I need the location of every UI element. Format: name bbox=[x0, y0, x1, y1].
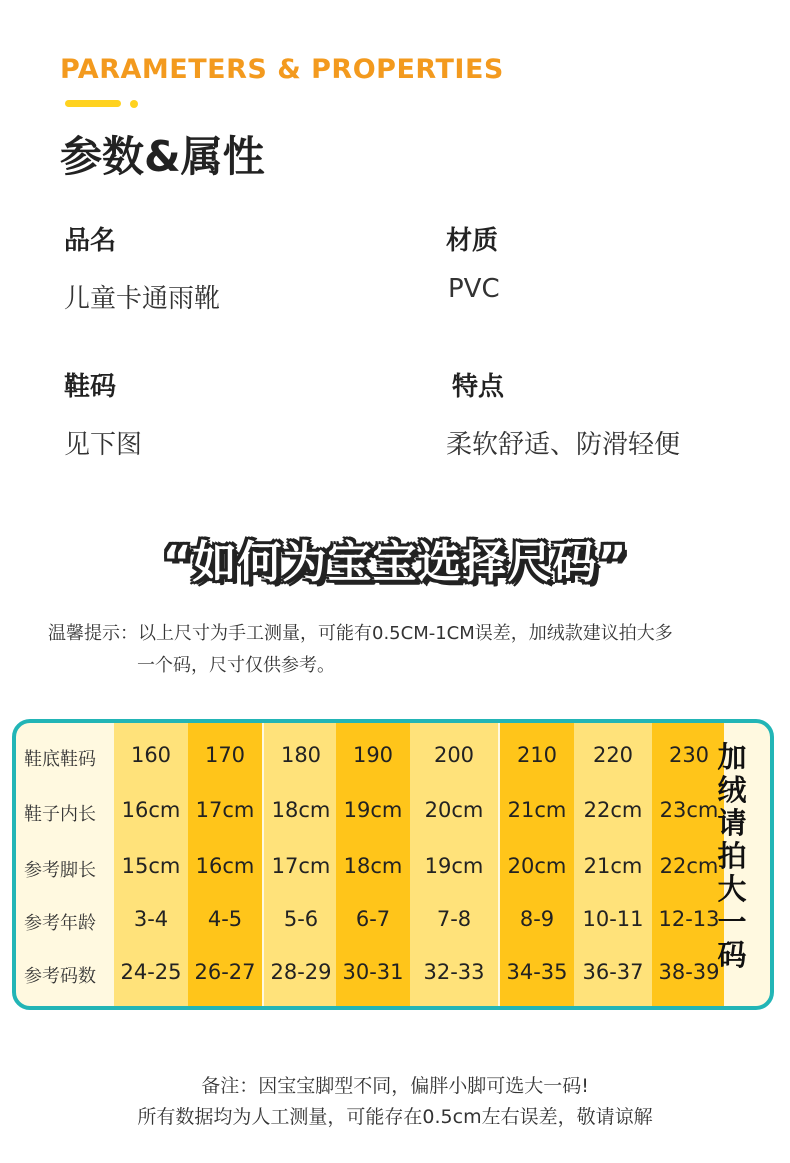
fleece-size-up-note: 加绒请拍大一码 bbox=[717, 740, 747, 972]
material-label: 材质 bbox=[446, 226, 499, 256]
table-cell: 18cm bbox=[343, 854, 403, 878]
table-cell: 180 bbox=[280, 743, 322, 767]
footer-note-line-2: 所有数据均为人工测量，可能存在0.5cm左右误差，敬请谅解 bbox=[137, 1106, 653, 1128]
table-cell: 170 bbox=[204, 743, 246, 767]
table-cell: 19cm bbox=[343, 798, 403, 822]
title-underline-bar bbox=[65, 100, 121, 107]
table-row-label: 鞋底鞋码 bbox=[24, 749, 96, 770]
table-cell: 22cm bbox=[583, 798, 643, 822]
table-row-label: 参考脚长 bbox=[24, 860, 96, 881]
table-cell: 19cm bbox=[424, 854, 484, 878]
table-cell: 24-25 bbox=[120, 960, 182, 984]
table-cell: 20cm bbox=[424, 798, 484, 822]
table-cell: 10-11 bbox=[582, 907, 644, 931]
table-cell: 7-8 bbox=[436, 907, 472, 931]
feature-label: 特点 bbox=[452, 372, 505, 402]
chinese-section-title: 参数&属性 bbox=[60, 132, 265, 181]
tip-line-1: 温馨提示：以上尺寸为手工测量，可能有0.5CM-1CM误差，加绒款建议拍大多 bbox=[48, 623, 673, 644]
tip-line-2: 一个码，尺寸仅供参考。 bbox=[137, 655, 335, 676]
title-underline-dot bbox=[130, 100, 138, 108]
table-cell: 28-29 bbox=[270, 960, 332, 984]
table-cell: 18cm bbox=[271, 798, 331, 822]
table-cell: 26-27 bbox=[194, 960, 256, 984]
shoe-size-value: 见下图 bbox=[64, 430, 143, 460]
table-cell: 8-9 bbox=[519, 907, 555, 931]
table-row-label: 参考年龄 bbox=[24, 913, 96, 934]
table-cell: 12-13 bbox=[658, 907, 720, 931]
table-cell: 32-33 bbox=[423, 960, 485, 984]
footer-note-line-1: 备注：因宝宝脚型不同，偏胖小脚可选大一码! bbox=[201, 1075, 589, 1097]
table-cell: 20cm bbox=[507, 854, 567, 878]
feature-value: 柔软舒适、防滑轻便 bbox=[446, 430, 681, 460]
table-cell: 23cm bbox=[659, 798, 719, 822]
size-table bbox=[12, 719, 774, 1010]
size-guide-heading: “如何为宝宝选择尺码” bbox=[162, 537, 628, 588]
table-cell: 36-37 bbox=[582, 960, 644, 984]
table-cell: 21cm bbox=[507, 798, 567, 822]
table-cell: 15cm bbox=[121, 854, 181, 878]
table-cell: 34-35 bbox=[506, 960, 568, 984]
product-name-value: 儿童卡通雨靴 bbox=[64, 284, 221, 314]
table-cell: 230 bbox=[668, 743, 710, 767]
table-cell: 210 bbox=[516, 743, 558, 767]
product-name-label: 品名 bbox=[64, 226, 117, 256]
table-cell: 16cm bbox=[121, 798, 181, 822]
table-cell: 22cm bbox=[659, 854, 719, 878]
material-value: PVC bbox=[448, 274, 500, 304]
table-cell: 17cm bbox=[195, 798, 255, 822]
table-row-label: 参考码数 bbox=[24, 966, 96, 987]
table-cell: 30-31 bbox=[342, 960, 404, 984]
table-cell: 220 bbox=[592, 743, 634, 767]
table-cell: 6-7 bbox=[355, 907, 391, 931]
table-cell: 160 bbox=[130, 743, 172, 767]
table-cell: 3-4 bbox=[133, 907, 169, 931]
table-cell: 16cm bbox=[195, 854, 255, 878]
table-cell: 38-39 bbox=[658, 960, 720, 984]
table-cell: 17cm bbox=[271, 854, 331, 878]
table-cell: 21cm bbox=[583, 854, 643, 878]
table-cell: 4-5 bbox=[207, 907, 243, 931]
table-cell: 190 bbox=[352, 743, 394, 767]
table-cell: 5-6 bbox=[283, 907, 319, 931]
table-cell: 200 bbox=[433, 743, 475, 767]
shoe-size-label: 鞋码 bbox=[64, 372, 117, 402]
english-section-title: PARAMETERS & PROPERTIES bbox=[60, 54, 504, 85]
table-row-label: 鞋子内长 bbox=[24, 804, 96, 825]
